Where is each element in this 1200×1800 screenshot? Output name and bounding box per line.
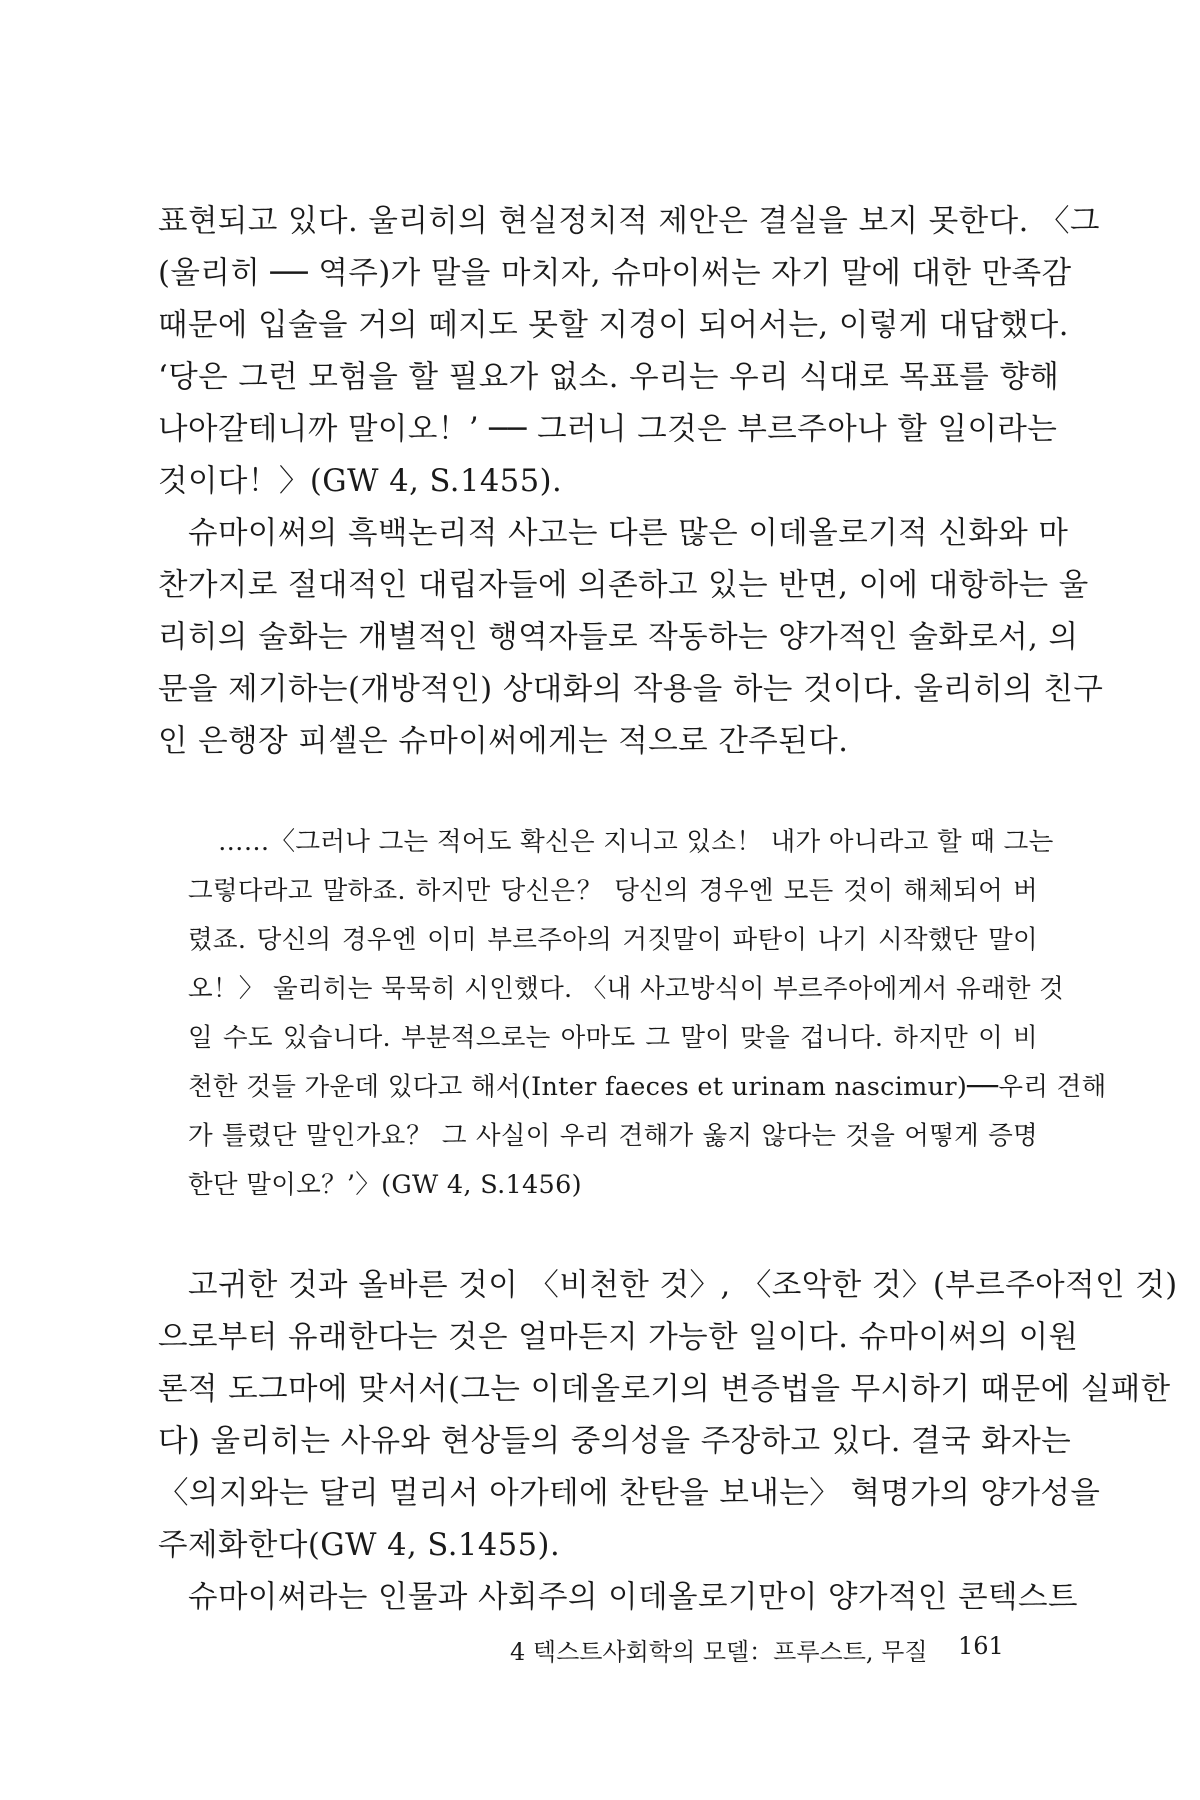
quote-line: 오！〉 울리히는 묵묵히 시인했다. 〈내 사고방식이 부르주아에게서 유래한 것 [188, 974, 1065, 1004]
paragraph-1-line: 것이다！〉(GW 4, S.1455). [158, 464, 563, 499]
page-body [158, 196, 1178, 1624]
paragraph-2 [158, 508, 1104, 768]
paragraph-4-line: 슈마이써라는 인물과 사회주의 이데올로기만이 양가적인 콘텍스트 [188, 1580, 1078, 1615]
paragraph-1-line: ‘당은 그런 모험을 할 필요가 없소. 우리는 우리 식대로 목표를 향해 [158, 360, 1060, 395]
quote-line: 천한 것들 가운데 있다고 해서(Inter faeces et urinam nascimur)──우리 견해 [188, 1072, 1107, 1102]
quote-line: 그렇다라고 말하죠. 하지만 당신은？ 당신의 경우엔 모든 것이 해체되어 버 [188, 876, 1038, 906]
paragraph-3-line: 〈의지와는 달리 멀리서 아가테에 찬탄을 보내는〉 혁명가의 양가성을 [158, 1476, 1101, 1511]
paragraph-2-line: 인 은행장 피셸은 슈마이써에게는 적으로 간주된다. [158, 724, 849, 759]
paragraph-3-line: 으로부터 유래한다는 것은 얼마든지 가능한 일이다. 슈마이써의 이원 [158, 1320, 1079, 1355]
paragraph-1-line: 때문에 입술을 거의 떼지도 못할 지경이 되어서는, 이렇게 대답했다. [158, 308, 1069, 343]
paragraph-2-line: 리히의 술화는 개별적인 행역자들로 작동하는 양가적인 술화로서, 의 [158, 620, 1079, 655]
paragraph-4 [158, 1572, 1078, 1624]
paragraph-1 [158, 196, 1100, 508]
paragraph-2-line: 슈마이써의 흑백논리적 사고는 다른 많은 이데올로기적 신화와 마 [188, 516, 1069, 551]
page-number: 161 [958, 1632, 1004, 1660]
paragraph-3-line: 주제화한다(GW 4, S.1455). [158, 1528, 561, 1563]
paragraph-3-line: 고귀한 것과 올바른 것이 〈비천한 것〉, 〈조악한 것〉(부르주아적인 것) [188, 1268, 1178, 1303]
paragraph-1-line: 표현되고 있다. 울리히의 현실정치적 제안은 결실을 보지 못한다. 〈그 [158, 204, 1100, 239]
block-quote [188, 818, 1107, 1210]
running-head: 4 텍스트사회학의 모델：프루스트, 무질 [510, 1638, 928, 1666]
quote-line: 가 틀렸단 말인가요？ 그 사실이 우리 견해가 옳지 않다는 것을 어떻게 증명 [188, 1121, 1038, 1151]
paragraph-1-line: (울리히 ── 역주)가 말을 마치자, 슈마이써는 자기 말에 대한 만족감 [158, 256, 1072, 291]
paragraph-1-line: 나아갈테니까 말이오！’ ── 그러니 그것은 부르주아나 할 일이라는 [158, 412, 1058, 447]
paragraph-2-line: 문을 제기하는(개방적인) 상대화의 작용을 하는 것이다. 울리히의 친구 [158, 672, 1104, 707]
quote-line: 한단 말이오？’〉(GW 4, S.1456) [188, 1170, 582, 1200]
paragraph-3-line: 다) 울리히는 사유와 현상들의 중의성을 주장하고 있다. 결국 화자는 [158, 1424, 1072, 1459]
paragraph-3-line: 론적 도그마에 맞서서(그는 이데올로기의 변증법을 무시하기 때문에 실패한 [158, 1372, 1171, 1407]
quote-line: 일 수도 있습니다. 부분적으로는 아마도 그 말이 맞을 겁니다. 하지만 이 비 [188, 1023, 1038, 1053]
quote-line: 렸죠. 당신의 경우엔 이미 부르주아의 거짓말이 파탄이 나기 시작했단 말이 [188, 925, 1038, 955]
paragraph-2-line: 찬가지로 절대적인 대립자들에 의존하고 있는 반면, 이에 대항하는 울 [158, 568, 1089, 603]
paragraph-3 [158, 1260, 1178, 1572]
quote-line: ……〈그러나 그는 적어도 확신은 지니고 있소！ 내가 아니라고 할 때 그는 [218, 827, 1054, 857]
